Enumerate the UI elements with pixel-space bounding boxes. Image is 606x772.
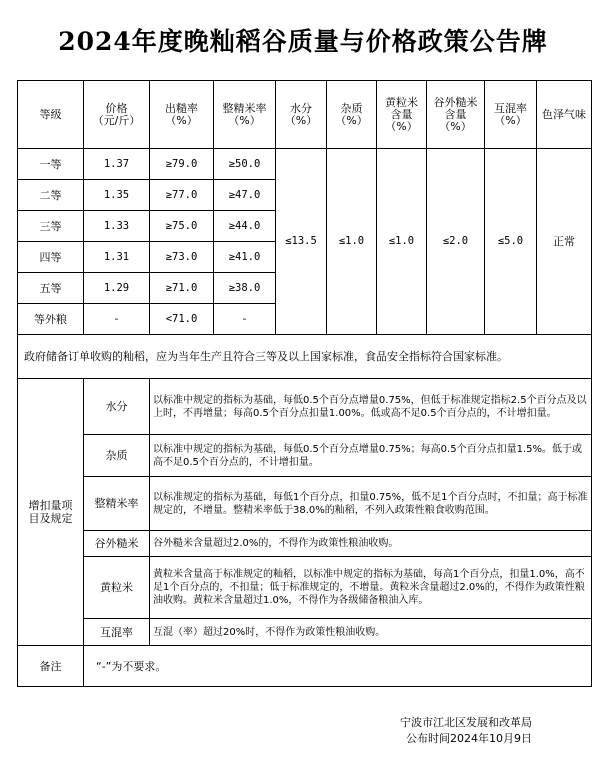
head-rice-cell: ≥44.0 [214, 211, 276, 242]
deduction-row [18, 477, 592, 531]
header-foreign-rice: 谷外糙米 含量 （%） [427, 81, 485, 149]
header-row [18, 81, 592, 149]
deduction-label: 增扣量项 目及规定 [18, 379, 84, 646]
rough-rate-cell: ≥73.0 [150, 242, 214, 273]
rough-rate-cell: ≥79.0 [150, 149, 214, 180]
grade-cell: 四等 [18, 242, 84, 273]
issuing-organization: 宁波市江北区发展和改革局 [400, 716, 532, 729]
rough-rate-cell: ≥77.0 [150, 180, 214, 211]
price-cell: 1.33 [84, 211, 150, 242]
grade-cell: 一等 [18, 149, 84, 180]
publish-date: 公布时间2024年10月9日 [406, 732, 532, 745]
color-smell-cell: 正常 [537, 149, 592, 335]
grade-row [18, 149, 592, 180]
deduction-item-name: 杂质 [84, 435, 150, 477]
deduction-item-name: 谷外糙米 [84, 531, 150, 557]
price-cell: 1.31 [84, 242, 150, 273]
remark-label: 备注 [18, 646, 84, 687]
purchase-notice: 政府储备订单收购的籼稻，应为当年生产且符合三等及以上国家标准，食品安全指标符合国家标准。 [18, 335, 592, 379]
grade-cell: 五等 [18, 273, 84, 304]
deduction-item-rule: 以标准中规定的指标为基础，每低0.5个百分点增量0.75%，但低于标准规定指标2.5个百分点及以上时，不再增量；每高0.5个百分点扣量1.00%。低或高不足0.5个百分点的，不计增扣量。 [150, 379, 592, 435]
remark-text: “-”为不要求。 [84, 646, 592, 687]
header-yellow-rice: 黄粒米 含量 （%） [377, 81, 427, 149]
price-quality-table [17, 80, 592, 687]
deduction-row [18, 435, 592, 477]
deduction-row [18, 619, 592, 646]
rough-rate-cell: ≥71.0 [150, 273, 214, 304]
remark-row [18, 646, 592, 687]
deduction-item-name: 互混率 [84, 619, 150, 646]
header-impurity: 杂质 （%） [327, 81, 377, 149]
deduction-row [18, 379, 592, 435]
deduction-item-name: 黄粒米 [84, 557, 150, 619]
page-title: 2024年度晚籼稻谷质量与价格政策公告牌 [58, 27, 548, 56]
price-cell: 1.35 [84, 180, 150, 211]
deduction-item-rule: 以标准规定的指标为基础，每低1个百分点，扣量0.75%，低不足1个百分点时，不扣量；高于标准规定的，不增量。整精米率低于38.0%的籼稻，不列入政策性粮食收购范围。 [150, 477, 592, 531]
deduction-row [18, 557, 592, 619]
deduction-item-name: 整精米率 [84, 477, 150, 531]
head-rice-cell: ≥50.0 [214, 149, 276, 180]
header-grade: 等级 [18, 81, 84, 149]
notice-row [18, 335, 592, 379]
deduction-item-rule: 以标准中规定的指标为基础，每低0.5个百分点增量0.75%；每高0.5个百分点扣量1.5%。低于或高不足0.5个百分点的，不计增扣量。 [150, 435, 592, 477]
header-rough-rate: 出糙率 （%） [150, 81, 214, 149]
impurity-cell: ≤1.0 [327, 149, 377, 335]
head-rice-cell: - [214, 304, 276, 335]
deduction-item-name: 水分 [84, 379, 150, 435]
rough-rate-cell: ≥75.0 [150, 211, 214, 242]
price-cell: 1.37 [84, 149, 150, 180]
yellow-rice-cell: ≤1.0 [377, 149, 427, 335]
foreign-rice-cell: ≤2.0 [427, 149, 485, 335]
price-cell: 1.29 [84, 273, 150, 304]
head-rice-cell: ≥41.0 [214, 242, 276, 273]
mixed-rate-cell: ≤5.0 [485, 149, 537, 335]
grade-cell: 三等 [18, 211, 84, 242]
header-color-smell: 色泽气味 [537, 81, 592, 149]
price-cell: - [84, 304, 150, 335]
header-mixed-rate: 互混率 （%） [485, 81, 537, 149]
rough-rate-cell: <71.0 [150, 304, 214, 335]
head-rice-cell: ≥38.0 [214, 273, 276, 304]
grade-cell: 二等 [18, 180, 84, 211]
deduction-item-rule: 互混（率）超过20%时，不得作为政策性粮油收购。 [150, 619, 592, 646]
header-moisture: 水分 （%） [276, 81, 327, 149]
head-rice-cell: ≥47.0 [214, 180, 276, 211]
header-head-rice-rate: 整精米率 （%） [214, 81, 276, 149]
grade-cell: 等外粮 [18, 304, 84, 335]
deduction-item-rule: 黄粒米含量高于标准规定的籼稻，以标准中规定的指标为基础，每高1个百分点，扣量1.0%，高不足1个百分点的，不扣量；低于标准规定的，不增量。黄粒米含量超过2.0%的，不得作为政策性粮油收购。黄粒米含量超过1.0%，不得作为各级储备粮油入库。 [150, 557, 592, 619]
header-price: 价格 （元/斤） [84, 81, 150, 149]
deduction-row [18, 531, 592, 557]
moisture-cell: ≤13.5 [276, 149, 327, 335]
deduction-item-rule: 谷外糙米含量超过2.0%的，不得作为政策性粮油收购。 [150, 531, 592, 557]
